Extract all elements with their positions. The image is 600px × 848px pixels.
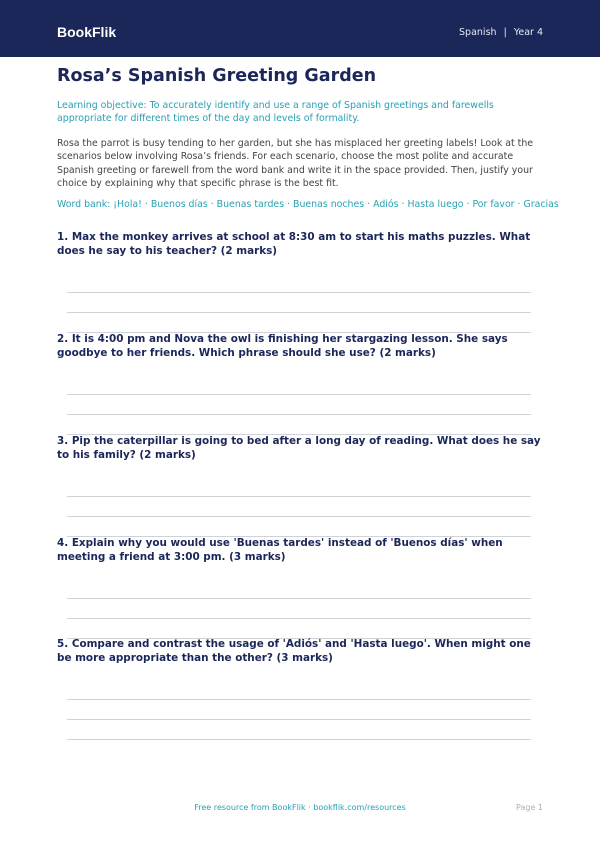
question-number: 5. bbox=[57, 638, 69, 650]
word-bank: Word bank: ¡Hola! · Buenos días · Buenas tardes · Buenas noches · Adiós · Hasta luego · Por favor · Gracias bbox=[57, 199, 559, 210]
instructions: Rosa the parrot is busy tending to her garden, but she has misplaced her greeting labels! Look at the scenarios below involving Rosa’s friends. For each scenario, choose the most polite and accurate Spanish greeting or farewell from the word bank and write it in the space provided. Then, justify your choice by explaining why that specific phrase is the best fit. bbox=[57, 138, 534, 190]
answer-line[interactable] bbox=[67, 496, 531, 497]
subject-label: Spanish bbox=[459, 27, 497, 38]
subject-separator: | bbox=[503, 27, 507, 38]
answer-line[interactable] bbox=[67, 292, 531, 293]
page-footer bbox=[0, 801, 600, 815]
learning-objective: Learning objective: To accurately identify and use a range of Spanish greetings and farewells appropriate for different times of the day and levels of formality. bbox=[57, 100, 494, 125]
question-number: 4. bbox=[57, 537, 69, 549]
answer-line[interactable] bbox=[67, 618, 531, 619]
answer-line[interactable] bbox=[67, 394, 531, 395]
page-title: Rosa’s Spanish Greeting Garden bbox=[57, 66, 377, 86]
answer-line[interactable] bbox=[67, 414, 531, 415]
answer-line[interactable] bbox=[67, 516, 531, 517]
question-marks: (3 marks) bbox=[229, 551, 286, 564]
question-marks: (3 marks) bbox=[276, 652, 333, 665]
question-number: 2. bbox=[57, 333, 69, 345]
page-number: Page 1 bbox=[516, 803, 543, 812]
question-marks: (2 marks) bbox=[220, 245, 278, 258]
question-text: Explain why you would use 'Buenas tardes' instead of 'Buenos días' when meeting a friend at 3:00 pm. bbox=[57, 537, 503, 564]
question-text: It is 4:00 pm and Nova the owl is finishing her stargazing lesson. She says goodbye to her friends. Which phrase should she use? bbox=[57, 333, 508, 360]
page-header bbox=[0, 0, 600, 57]
brand-logo: BookFlik bbox=[57, 24, 117, 40]
answer-line[interactable] bbox=[67, 598, 531, 599]
year-label: Year 4 bbox=[513, 27, 543, 38]
question-number: 3. bbox=[57, 435, 69, 447]
question-2 bbox=[57, 332, 545, 360]
question-marks: (2 marks) bbox=[139, 449, 196, 462]
question-5 bbox=[57, 637, 545, 665]
question-text: Max the monkey arrives at school at 8:30 am to start his maths puzzles. What does he say to his teacher? bbox=[57, 231, 531, 258]
question-marks: (2 marks) bbox=[379, 347, 436, 360]
answer-line[interactable] bbox=[67, 699, 531, 700]
answer-line[interactable] bbox=[67, 312, 531, 313]
answer-line[interactable] bbox=[67, 739, 531, 740]
answer-line[interactable] bbox=[67, 719, 531, 720]
question-3 bbox=[57, 434, 545, 462]
question-text: Pip the caterpillar is going to bed after a long day of reading. What does he say to his family? bbox=[57, 435, 541, 462]
question-number: 1. bbox=[57, 231, 69, 243]
subject-year-label bbox=[459, 26, 543, 40]
question-1 bbox=[57, 230, 545, 258]
question-4 bbox=[57, 536, 545, 564]
footer-resource-link[interactable]: Free resource from BookFlik · bookflik.com/resources bbox=[194, 803, 406, 812]
question-text: Compare and contrast the usage of 'Adiós' and 'Hasta luego'. When might one be more appropriate than the other? bbox=[57, 638, 531, 665]
